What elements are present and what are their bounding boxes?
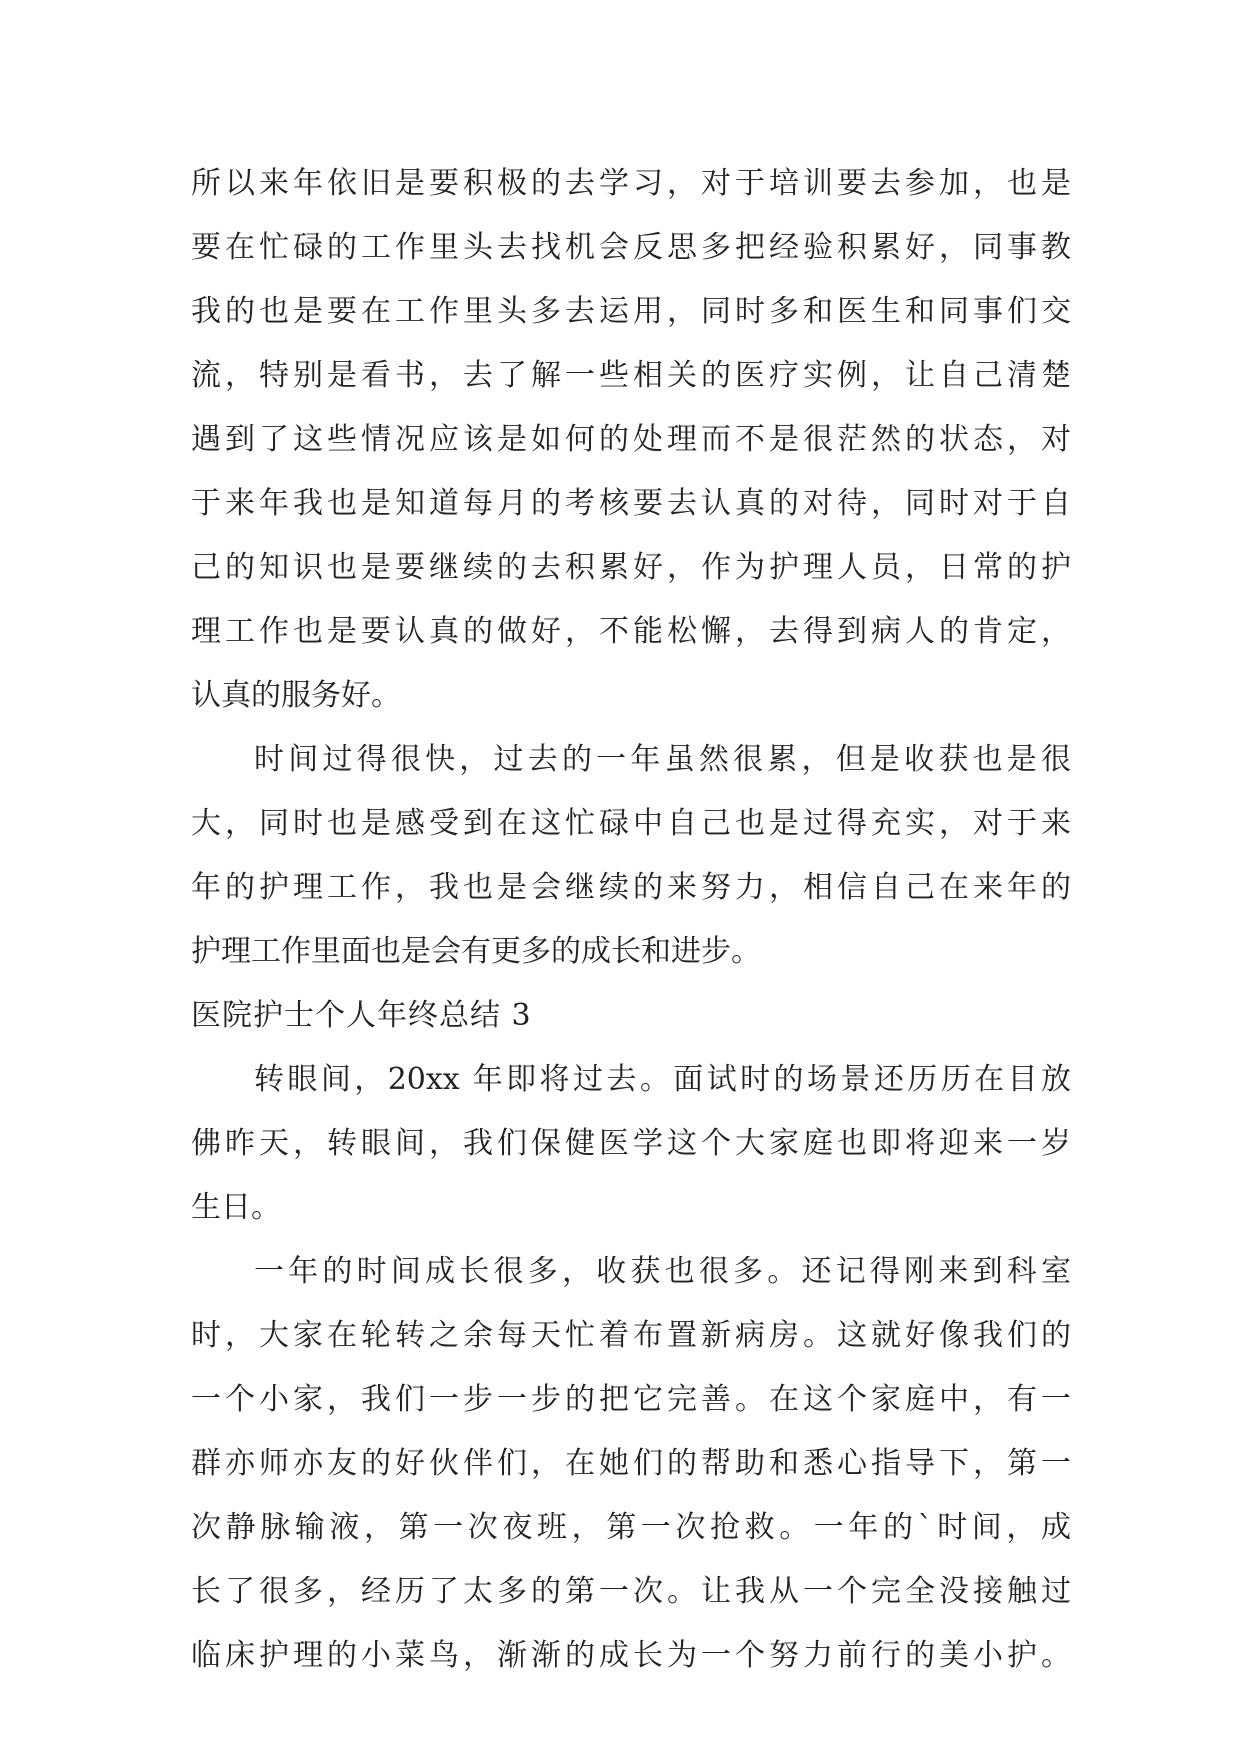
paragraph-1-line-2: 要在忙碌的工作里头去找机会反思多把经验积累好，同事教 — [191, 230, 1071, 265]
paragraph-1-line-9: 认真的服务好。 — [191, 678, 401, 713]
paragraph-4-line-7: 临床护理的小菜鸟，渐渐的成长为一个努力前行的美小护。 — [191, 1638, 1071, 1673]
paragraph-1-line-6: 于来年我也是知道每月的考核要去认真的对待，同时对于自 — [191, 486, 1071, 521]
paragraph-4-line-3: 一个小家，我们一步一步的把它完善。在这个家庭中，有一 — [191, 1382, 1071, 1417]
paragraph-4-line-2: 时，大家在轮转之余每天忙着布置新病房。这就好像我们的 — [191, 1318, 1071, 1353]
paragraph-2-line-4: 护理工作里面也是会有更多的成长和进步。 — [191, 934, 761, 969]
paragraph-1-line-1: 所以来年依旧是要积极的去学习，对于培训要去参加，也是 — [191, 166, 1071, 201]
paragraph-3-line-1: 转眼间，20xx 年即将过去。面试时的场景还历历在目放 — [254, 1062, 1071, 1097]
paragraph-4-line-6: 长了很多，经历了太多的第一次。让我从一个完全没接触过 — [191, 1574, 1071, 1609]
paragraph-1-line-4: 流，特别是看书，去了解一些相关的医疗实例，让自己清楚 — [191, 358, 1071, 393]
paragraph-2-line-1: 时间过得很快，过去的一年虽然很累，但是收获也是很 — [254, 742, 1071, 777]
paragraph-2-line-2: 大，同时也是感受到在这忙碌中自己也是过得充实，对于来 — [191, 806, 1071, 841]
paragraph-2-line-3: 年的护理工作，我也是会继续的来努力，相信自己在来年的 — [191, 870, 1071, 905]
paragraph-4-line-5: 次静脉输液，第一次夜班，第一次抢救。一年的`时间，成 — [191, 1510, 1071, 1545]
paragraph-3-line-2: 佛昨天，转眼间，我们保健医学这个大家庭也即将迎来一岁 — [191, 1126, 1071, 1161]
paragraph-1-line-5: 遇到了这些情况应该是如何的处理而不是很茫然的状态，对 — [191, 422, 1071, 457]
paragraph-4-line-1: 一年的时间成长很多，收获也很多。还记得刚来到科室 — [254, 1254, 1071, 1289]
paragraph-4-line-4: 群亦师亦友的好伙伴们，在她们的帮助和悉心指导下，第一 — [191, 1446, 1071, 1481]
paragraph-3-line-3: 生日。 — [191, 1190, 281, 1225]
paragraph-1-line-3: 我的也是要在工作里头多去运用，同时多和医生和同事们交 — [191, 294, 1071, 329]
section-heading: 医院护士个人年终总结 3 — [191, 998, 532, 1033]
paragraph-1-line-8: 理工作也是要认真的做好，不能松懈，去得到病人的肯定， — [191, 614, 1071, 649]
paragraph-1-line-7: 己的知识也是要继续的去积累好，作为护理人员，日常的护 — [191, 550, 1071, 585]
